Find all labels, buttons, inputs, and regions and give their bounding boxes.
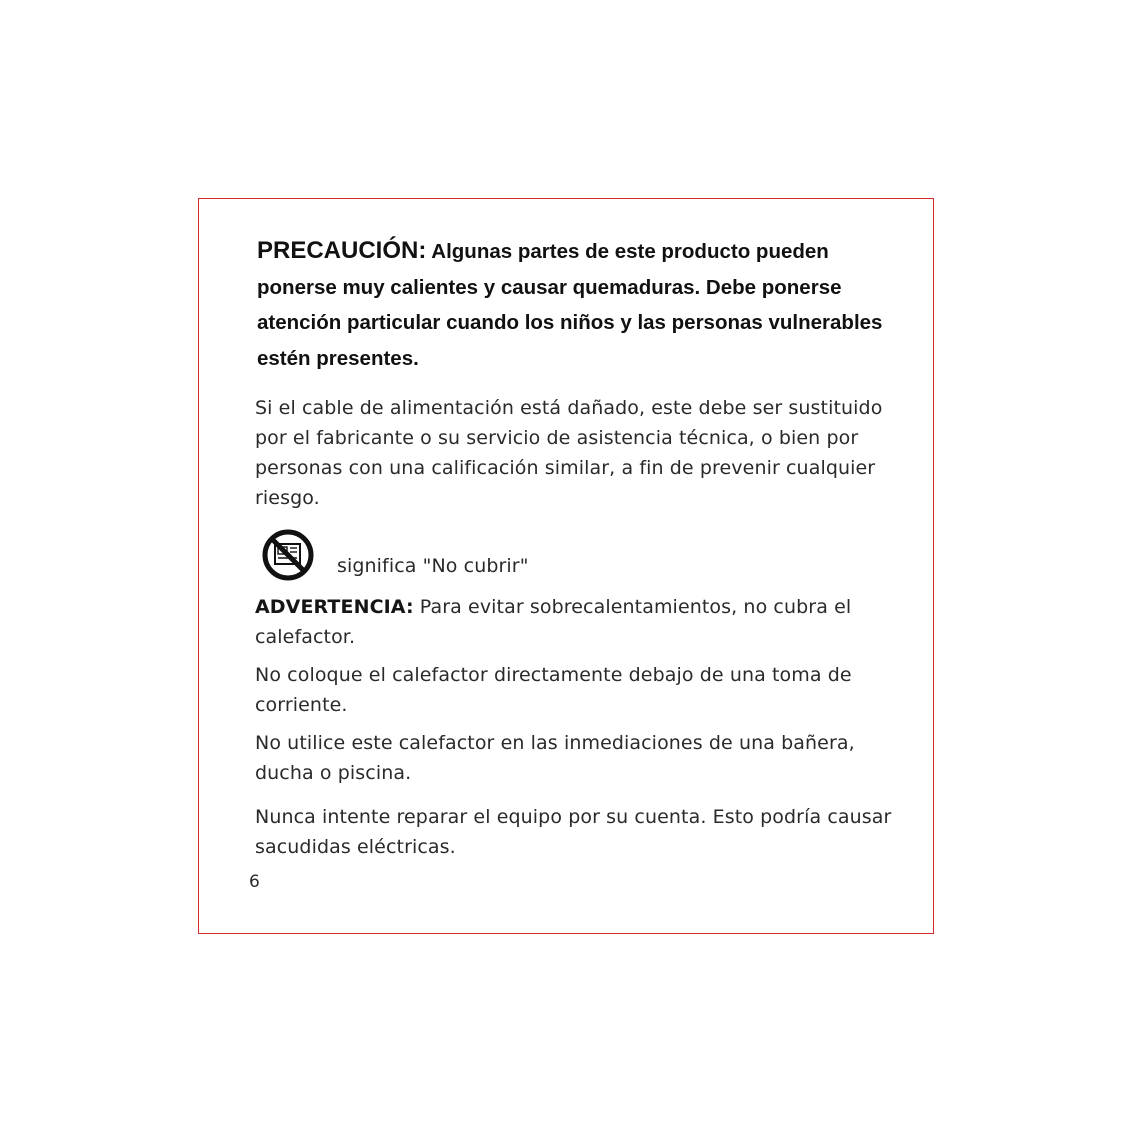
warning-paragraph — [255, 592, 895, 652]
repair-paragraph: Nunca intente reparar el equipo por su cuenta. Esto podría causar sacudidas eléctricas. — [255, 806, 892, 858]
caution-text: Algunas partes de este producto pueden ponerse muy calientes y causar quemaduras. Debe ponerse atención particular cuando los niños y las personas vulnerables estén presentes. — [257, 240, 883, 370]
caution-notice — [257, 233, 897, 376]
page-number: 6 — [249, 872, 260, 892]
cable-damage-paragraph: Si el cable de alimentación está dañado, este debe ser sustituido por el fabricante o su servicio de asistencia técnica, o bien por personas con una calificación similar, a fin de prevenir cualquier riesgo. — [255, 397, 883, 509]
no-cover-row — [257, 529, 897, 585]
no-cover-icon — [257, 529, 319, 581]
socket-paragraph: No coloque el calefactor directamente debajo de una toma de corriente. — [255, 664, 852, 716]
bath-paragraph: No utilice este calefactor en las inmediaciones de una bañera, ducha o piscina. — [255, 732, 855, 784]
no-cover-meaning: significa "No cubrir" — [337, 555, 529, 577]
page-frame — [198, 198, 934, 934]
warning-label: ADVERTENCIA: — [255, 596, 414, 618]
warning-text: Para evitar sobrecalentamientos, no cubra el calefactor. — [255, 596, 852, 648]
caution-label: PRECAUCIÓN: — [257, 237, 427, 264]
